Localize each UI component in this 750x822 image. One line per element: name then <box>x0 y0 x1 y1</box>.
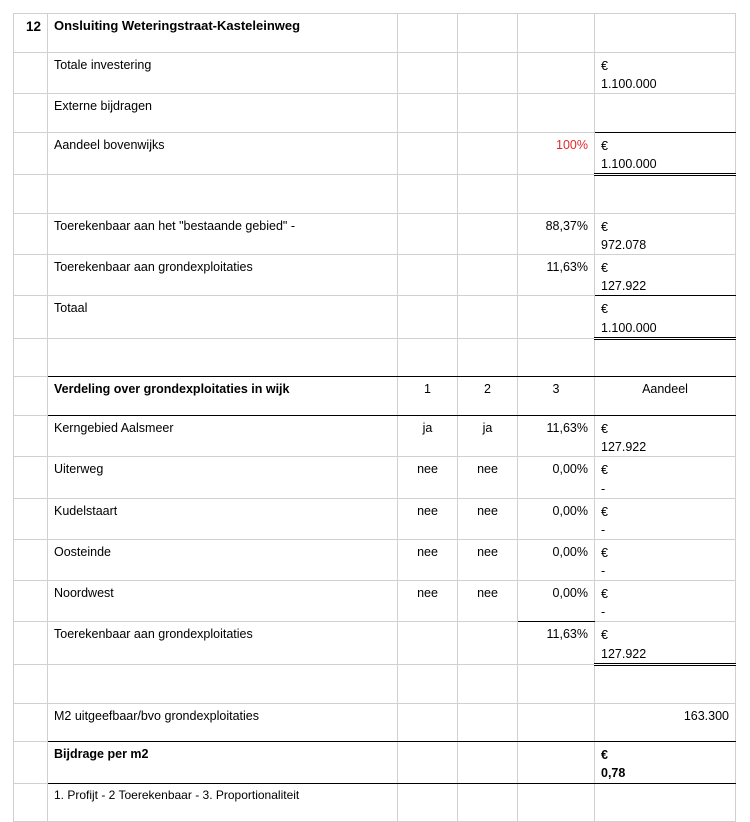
distribution-header-two: 2 <box>458 377 518 416</box>
allocation-total-two <box>458 296 518 338</box>
external-contributions-label: Externe bijdragen <box>48 94 398 133</box>
distribution-row-criterion-1: nee <box>398 539 458 580</box>
distribution-row-percent: 0,00% <box>518 539 595 580</box>
distribution-row-criterion-1: ja <box>398 416 458 457</box>
existing-area-one <box>398 213 458 254</box>
euro-symbol: € <box>601 628 608 643</box>
distribution-total-label: Toerekenbaar aan grondexploitaties <box>48 622 398 664</box>
row-spacer-cell <box>14 255 48 296</box>
allocation-total-one <box>398 296 458 338</box>
row-spacer-cell <box>14 783 48 822</box>
table-row-external-contributions <box>14 94 736 133</box>
land-exploitation-label: Toerekenbaar aan grondexploitaties <box>48 255 398 296</box>
share-above-district-percent: 100% <box>518 132 595 174</box>
table-row-spacer <box>14 664 736 703</box>
distribution-row-percent: 11,63% <box>518 416 595 457</box>
total-investment-one <box>398 52 458 93</box>
distribution-row-percent: 0,00% <box>518 498 595 539</box>
amount-value: 1.100.000 <box>601 156 657 171</box>
row-spacer-cell <box>48 664 398 703</box>
distribution-row-criterion-2: nee <box>458 539 518 580</box>
row-spacer-cell <box>14 457 48 498</box>
row-spacer-cell <box>518 175 595 214</box>
title-col-one <box>398 14 458 53</box>
table-row-area-issuable <box>14 703 736 742</box>
existing-area-two <box>458 213 518 254</box>
euro-symbol: € <box>601 504 608 519</box>
distribution-row-criterion-1: nee <box>398 581 458 622</box>
distribution-row-amount <box>595 581 736 622</box>
row-spacer-cell <box>398 175 458 214</box>
table-row <box>14 416 736 457</box>
row-spacer-cell <box>14 703 48 742</box>
area-issuable-three <box>518 703 595 742</box>
distribution-total-two <box>458 622 518 664</box>
allocation-total-three <box>518 296 595 338</box>
row-spacer-cell <box>458 338 518 377</box>
amount-value: 972.078 <box>601 238 647 253</box>
row-spacer-cell <box>14 664 48 703</box>
row-spacer-cell <box>14 742 48 783</box>
row-spacer-cell <box>398 338 458 377</box>
distribution-header-amount: Aandeel <box>595 377 736 416</box>
table-row-allocation-total <box>14 296 736 338</box>
row-spacer-cell <box>595 664 736 703</box>
distribution-row-criterion-2: nee <box>458 498 518 539</box>
share-above-district-two <box>458 132 518 174</box>
share-above-district-amount <box>595 132 736 174</box>
table-row <box>14 498 736 539</box>
footnote-amount <box>595 783 736 822</box>
amount-value: 0,78 <box>601 766 626 781</box>
distribution-row-criterion-1: nee <box>398 498 458 539</box>
table-row-spacer <box>14 175 736 214</box>
spreadsheet-sheet <box>13 13 735 822</box>
area-issuable-two <box>458 703 518 742</box>
euro-symbol: € <box>601 138 608 153</box>
distribution-row-amount <box>595 416 736 457</box>
euro-symbol: € <box>601 302 608 317</box>
euro-symbol: € <box>601 463 608 478</box>
footnote-three <box>518 783 595 822</box>
land-exploitation-amount <box>595 255 736 296</box>
distribution-row-percent: 0,00% <box>518 457 595 498</box>
total-investment-two <box>458 52 518 93</box>
table-row-distribution-total <box>14 622 736 664</box>
euro-symbol: € <box>601 219 608 234</box>
title-col-amount <box>595 14 736 53</box>
row-spacer-cell <box>14 416 48 457</box>
distribution-row-name: Kudelstaart <box>48 498 398 539</box>
area-issuable-value: 163.300 <box>595 703 736 742</box>
row-spacer-cell <box>398 664 458 703</box>
external-contributions-amount <box>595 94 736 133</box>
contribution-per-m2-three <box>518 742 595 783</box>
row-spacer-cell <box>518 338 595 377</box>
row-spacer-cell <box>14 498 48 539</box>
existing-area-label: Toerekenbaar aan het "bestaande gebied" - <box>48 213 398 254</box>
external-contributions-three <box>518 94 595 133</box>
table-row <box>14 457 736 498</box>
row-spacer-cell <box>14 213 48 254</box>
row-spacer-cell <box>14 175 48 214</box>
distribution-row-name: Uiterweg <box>48 457 398 498</box>
distribution-row-amount <box>595 498 736 539</box>
row-spacer-cell <box>518 664 595 703</box>
row-spacer-cell <box>14 94 48 133</box>
table-row-share-above-district <box>14 132 736 174</box>
amount-value: - <box>601 564 606 579</box>
external-contributions-one <box>398 94 458 133</box>
amount-value: 127.922 <box>601 440 647 455</box>
distribution-row-criterion-2: nee <box>458 581 518 622</box>
distribution-row-name: Oosteinde <box>48 539 398 580</box>
row-spacer-cell <box>595 175 736 214</box>
total-investment-amount <box>595 52 736 93</box>
distribution-row-amount <box>595 457 736 498</box>
euro-symbol: € <box>601 58 608 73</box>
table-row <box>14 581 736 622</box>
contribution-per-m2-two <box>458 742 518 783</box>
row-spacer-cell <box>14 52 48 93</box>
table-row-distribution-header <box>14 377 736 416</box>
distribution-rows <box>14 416 736 622</box>
row-spacer-cell <box>14 338 48 377</box>
cost-allocation-table <box>13 13 736 822</box>
distribution-row-percent: 0,00% <box>518 581 595 622</box>
table-row-contribution-per-m2 <box>14 742 736 783</box>
distribution-row-name: Kerngebied Aalsmeer <box>48 416 398 457</box>
contribution-per-m2-label: Bijdrage per m2 <box>48 742 398 783</box>
amount-value: - <box>601 605 606 620</box>
land-exploitation-percent: 11,63% <box>518 255 595 296</box>
row-spacer-cell <box>14 296 48 338</box>
share-above-district-label: Aandeel bovenwijks <box>48 132 398 174</box>
distribution-row-criterion-1: nee <box>398 457 458 498</box>
row-spacer-cell <box>14 132 48 174</box>
amount-value: 1.100.000 <box>601 320 657 335</box>
row-spacer-cell <box>14 581 48 622</box>
euro-symbol: € <box>601 545 608 560</box>
row-spacer-cell <box>14 622 48 664</box>
project-index: 12 <box>14 14 48 53</box>
distribution-header-one: 1 <box>398 377 458 416</box>
table-row-spacer <box>14 338 736 377</box>
row-spacer-cell <box>14 539 48 580</box>
table-row-title <box>14 14 736 53</box>
land-exploitation-two <box>458 255 518 296</box>
amount-value: - <box>601 522 606 537</box>
table-row-footnote <box>14 783 736 822</box>
allocation-total-label: Totaal <box>48 296 398 338</box>
distribution-row-amount <box>595 539 736 580</box>
euro-symbol: € <box>601 261 608 276</box>
row-spacer-cell <box>595 338 736 377</box>
row-spacer-cell <box>14 377 48 416</box>
total-investment-three <box>518 52 595 93</box>
distribution-header-three: 3 <box>518 377 595 416</box>
table-row-existing-area <box>14 213 736 254</box>
row-spacer-cell <box>48 175 398 214</box>
footnote-text: 1. Profijt - 2 Toerekenbaar - 3. Proportionaliteit <box>48 783 398 822</box>
footnote-two <box>458 783 518 822</box>
euro-symbol: € <box>601 422 608 437</box>
table-row <box>14 539 736 580</box>
area-issuable-one <box>398 703 458 742</box>
euro-symbol: € <box>601 748 608 763</box>
distribution-row-criterion-2: ja <box>458 416 518 457</box>
row-spacer-cell <box>48 338 398 377</box>
title-col-two <box>458 14 518 53</box>
contribution-per-m2-amount <box>595 742 736 783</box>
row-spacer-cell <box>458 175 518 214</box>
existing-area-percent: 88,37% <box>518 213 595 254</box>
distribution-total-amount <box>595 622 736 664</box>
distribution-total-percent: 11,63% <box>518 622 595 664</box>
row-spacer-cell <box>458 664 518 703</box>
distribution-row-name: Noordwest <box>48 581 398 622</box>
total-investment-label: Totale investering <box>48 52 398 93</box>
allocation-total-amount <box>595 296 736 338</box>
existing-area-amount <box>595 213 736 254</box>
amount-value: 127.922 <box>601 279 647 294</box>
distribution-header-label: Verdeling over grondexploitaties in wijk <box>48 377 398 416</box>
distribution-total-one <box>398 622 458 664</box>
external-contributions-two <box>458 94 518 133</box>
title-col-three <box>518 14 595 53</box>
table-row-total-investment <box>14 52 736 93</box>
share-above-district-one <box>398 132 458 174</box>
project-title: Onsluiting Weteringstraat-Kasteleinweg <box>48 14 398 53</box>
land-exploitation-one <box>398 255 458 296</box>
table-row-land-exploitation <box>14 255 736 296</box>
amount-value: - <box>601 481 606 496</box>
area-issuable-label: M2 uitgeefbaar/bvo grondexploitaties <box>48 703 398 742</box>
euro-symbol: € <box>601 587 608 602</box>
distribution-row-criterion-2: nee <box>458 457 518 498</box>
footnote-one <box>398 783 458 822</box>
amount-value: 127.922 <box>601 646 647 661</box>
contribution-per-m2-one <box>398 742 458 783</box>
amount-value: 1.100.000 <box>601 76 657 91</box>
